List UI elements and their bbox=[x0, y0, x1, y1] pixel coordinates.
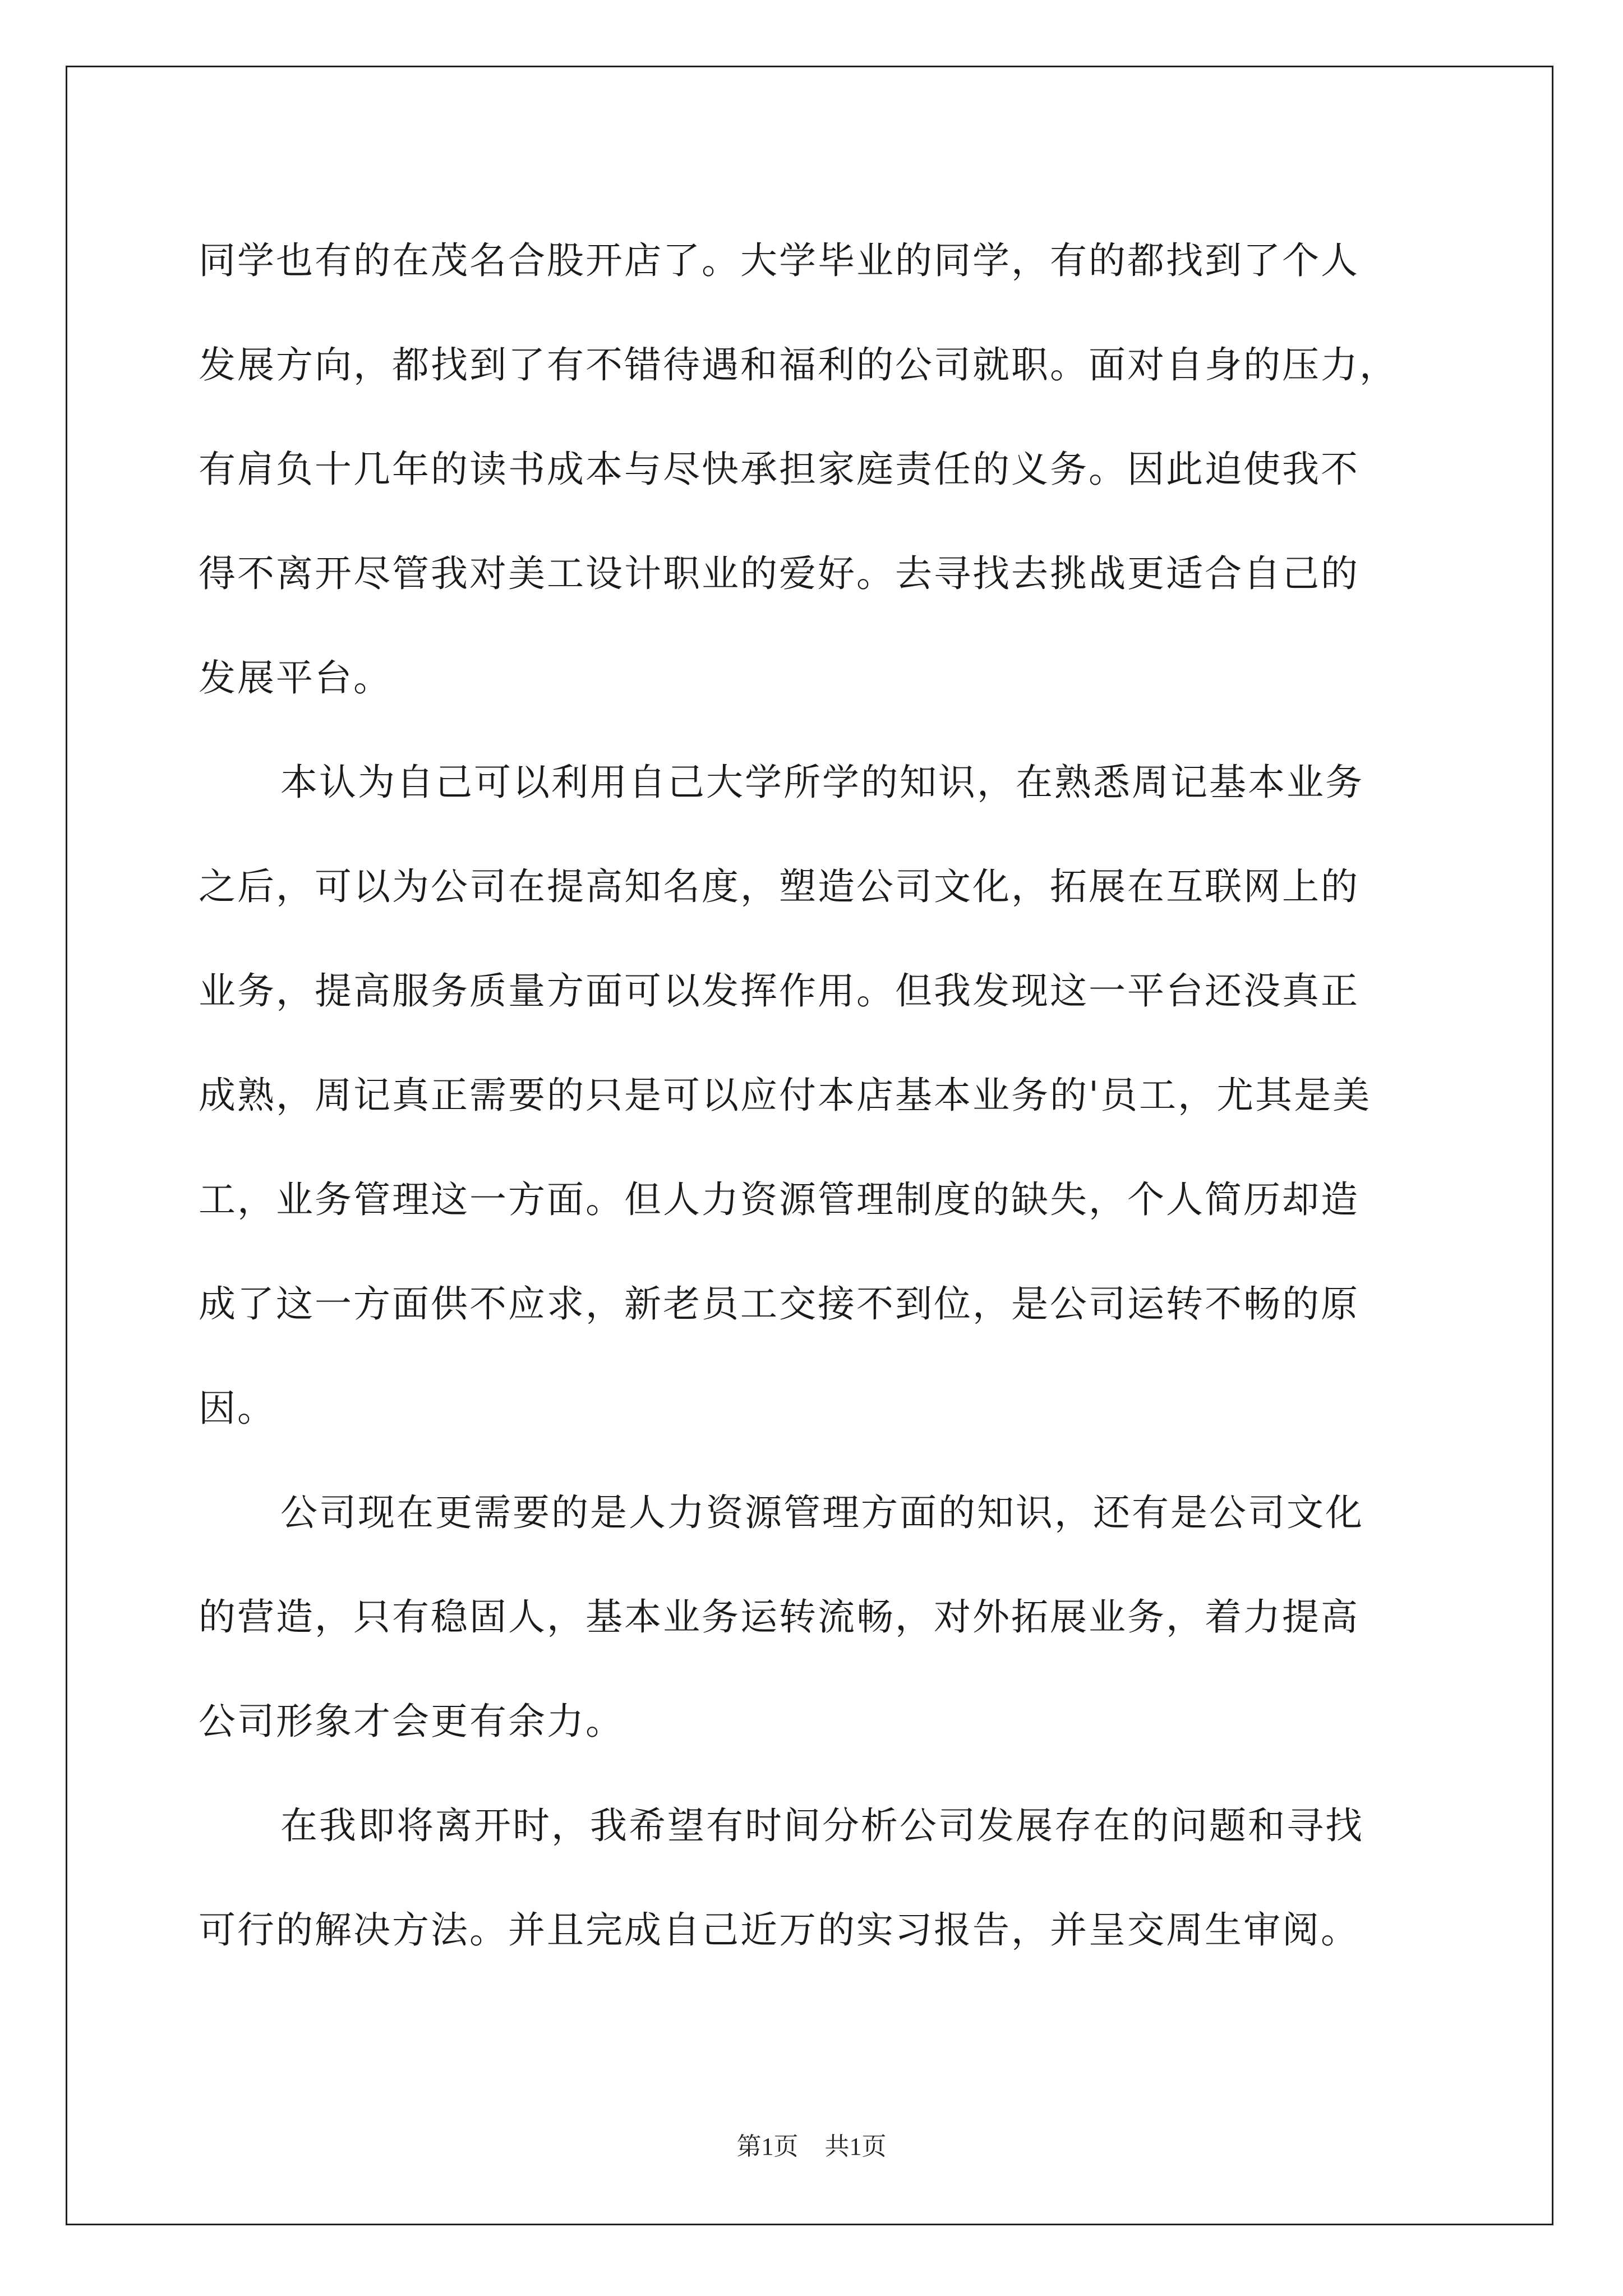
text-line: 成了这一方面供不应求，新老员工交接不到位，是公司运转不畅的原 bbox=[199, 1282, 1359, 1326]
paragraph bbox=[199, 730, 1441, 1461]
text-line: 公司形象才会更有余力。 bbox=[199, 1700, 624, 1743]
text-line: 的营造，只有稳固人，基本业务运转流畅，对外拓展业务，着力提高 bbox=[199, 1595, 1359, 1639]
text-line: 发展平台。 bbox=[199, 656, 392, 700]
text-line: 成熟，周记真正需要的只是可以应付本店基本业务的'员工，尤其是美 bbox=[199, 1074, 1372, 1117]
text-line: 公司现在更需要的是人力资源管理方面的知识，还有是公司文化 bbox=[280, 1491, 1364, 1534]
text-line: 得不离开尽管我对美工设计职业的爱好。去寻找去挑战更适合自己的 bbox=[199, 552, 1359, 595]
text-line: 发展方向，都找到了有不错待遇和福利的公司就职。面对自身的压力， bbox=[199, 343, 1398, 386]
text-line: 本认为自己可以利用自己大学所学的知识，在熟悉周记基本业务 bbox=[280, 761, 1364, 804]
page-number: 第1页 bbox=[736, 2133, 799, 2160]
paragraph bbox=[199, 209, 1441, 730]
text-line: 在我即将离开时，我希望有时间分析公司发展存在的问题和寻找 bbox=[280, 1804, 1364, 1847]
text-line: 业务，提高服务质量方面可以发挥作用。但我发现这一平台还没真正 bbox=[199, 969, 1359, 1013]
page-footer bbox=[0, 2126, 1623, 2162]
text-line: 之后，可以为公司在提高知名度，塑造公司文化，拓展在互联网上的 bbox=[199, 865, 1359, 908]
paragraph bbox=[199, 1774, 1441, 1982]
total-pages: 共1页 bbox=[824, 2133, 887, 2160]
text-line: 同学也有的在茂名合股开店了。大学毕业的同学，有的都找到了个人 bbox=[199, 239, 1359, 282]
document-body bbox=[199, 209, 1441, 1982]
paragraph bbox=[199, 1461, 1441, 1774]
text-line: 工，业务管理这一方面。但人力资源管理制度的缺失，个人简历却造 bbox=[199, 1178, 1359, 1221]
text-line: 因。 bbox=[199, 1387, 276, 1430]
text-line: 有肩负十几年的读书成本与尽快承担家庭责任的义务。因此迫使我不 bbox=[199, 448, 1359, 491]
text-line: 可行的解决方法。并且完成自己近万的实习报告，并呈交周生审阅。 bbox=[199, 1908, 1359, 1952]
